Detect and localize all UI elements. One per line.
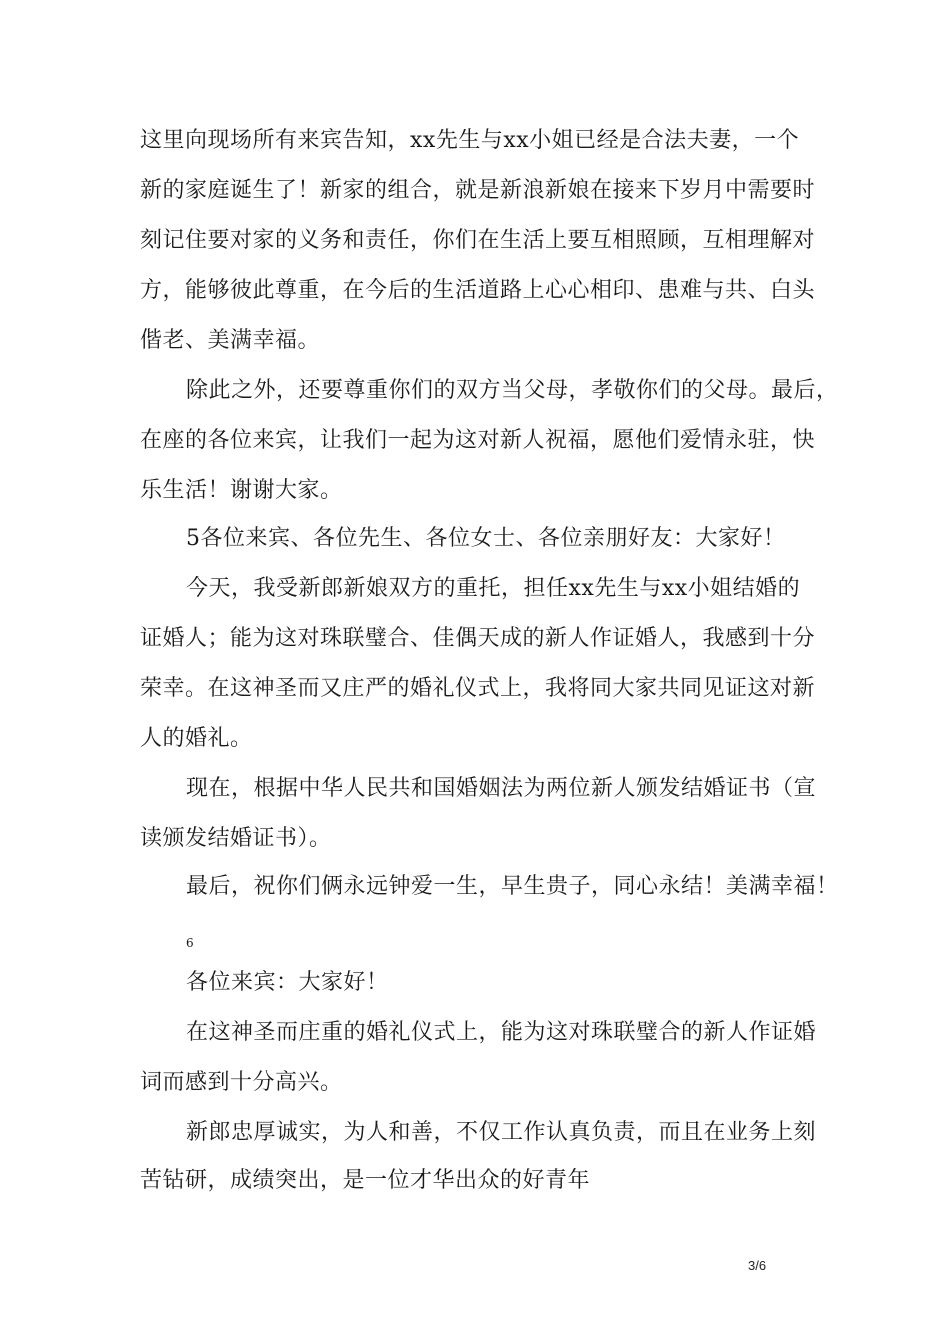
text-line: 乐生活！谢谢大家。 — [140, 478, 343, 503]
text-line: 在这神圣而庄重的婚礼仪式上，能为这对珠联璧合的新人作证婚 — [186, 1020, 817, 1045]
text-line: 新的家庭诞生了！新家的组合，就是新浪新娘在接来下岁月中需要时 — [140, 178, 816, 203]
text-line: 刻记住要对家的义务和责任，你们在生活上要互相照顾，互相理解对 — [140, 228, 816, 253]
text-line: 人的婚礼。 — [140, 726, 253, 751]
page-number: 3/6 — [748, 1258, 767, 1273]
text-line: 现在，根据中华人民共和国婚姻法为两位新人颁发结婚证书（宣 — [186, 776, 817, 801]
text-line: 证婚人；能为这对珠联璧合、佳偶天成的新人作证婚人，我感到十分 — [140, 626, 816, 651]
text-line: 荣幸。在这神圣而又庄严的婚礼仪式上，我将同大家共同见证这对新 — [140, 676, 816, 701]
text-line: 在座的各位来宾，让我们一起为这对新人祝福，愿他们爱情永驻，快 — [140, 428, 816, 453]
text-line: 今天，我受新郎新娘双方的重托，担任xx先生与xx小姐结婚的 — [186, 576, 801, 601]
text-line: 苦钻研，成绩突出，是一位才华出众的好青年 — [140, 1168, 591, 1193]
section-number-6: 6 — [186, 936, 195, 950]
text-line: 各位来宾：大家好！ — [186, 970, 389, 995]
section-heading-5: 5各位来宾、各位先生、各位女士、各位亲朋好友：大家好！ — [186, 526, 786, 551]
text-line: 最后，祝你们俩永远钟爱一生，早生贵子，同心永结！美满幸福！ — [186, 874, 839, 899]
text-line: 读颁发结婚证书）。 — [140, 826, 332, 851]
text-line: 这里向现场所有来宾告知，xx先生与xx小姐已经是合法夫妻，一个 — [140, 128, 800, 153]
text-line: 偕老、美满幸福。 — [140, 328, 321, 353]
text-line: 词而感到十分高兴。 — [140, 1070, 343, 1095]
text-line: 新郎忠厚诚实，为人和善，不仅工作认真负责，而且在业务上刻 — [186, 1120, 817, 1145]
text-line: 方，能够彼此尊重，在今后的生活道路上心心相印、患难与共、白头 — [140, 278, 816, 303]
text-line: 除此之外，还要尊重你们的双方当父母，孝敬你们的父母。最后， — [186, 378, 839, 403]
